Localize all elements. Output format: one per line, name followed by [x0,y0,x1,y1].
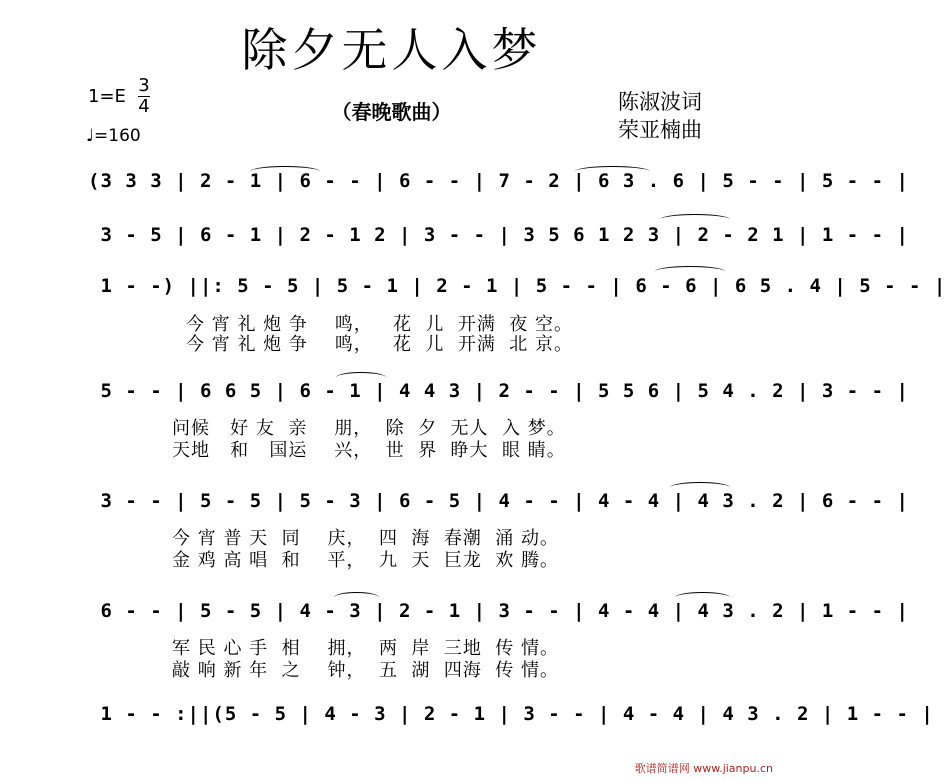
notation-line: 1 - - :||(5 - 5 | 4 - 3 | 2 - 1 | 3 - - | 4 - 4 | 4 3 . 2 | 1 - - | [88,703,934,725]
slur-mark [670,482,730,493]
slur-mark [660,214,730,225]
lyricist-credit: 陈淑波词 [618,90,702,114]
slur-mark [336,372,386,383]
song-subtitle: （春晚歌曲） [331,100,452,124]
slur-mark [575,166,650,177]
notation-line: 5 - - | 6 6 5 | 6 - 1 | 4 4 3 | 2 - - | 5 5 6 | 5 4 . 2 | 3 - - | [88,380,909,402]
notation-line: 1 - -) ||: 5 - 5 | 5 - 1 | 2 - 1 | 5 - - | 6 - 6 | 6 5 . 4 | 5 - - | [88,275,946,297]
lyric-line: 天地 和 国运 兴， 世 界 睁大 眼 睛。 [172,440,566,461]
lyric-line: 今 宵 礼 炮 争 鸣， 花 儿 开满 北 京。 [186,334,573,355]
lyric-line: 今 宵 礼 炮 争 鸣， 花 儿 开满 夜 空。 [186,314,573,335]
time-signature [138,76,150,117]
composer-credit: 荣亚楠曲 [618,118,702,142]
notation-line: 6 - - | 5 - 5 | 4 - 3 | 2 - 1 | 3 - - | 4 - 4 | 4 3 . 2 | 1 - - | [88,600,909,622]
score-row-2 [88,224,909,264]
time-signature-top: 3 [138,75,150,96]
notation-line: 3 - - | 5 - 5 | 5 - 3 | 6 - 5 | 4 - - | 4 - 4 | 4 3 . 2 | 6 - - | [88,490,909,512]
slur-mark [250,166,320,177]
lyric-line: 今 宵 普 天 同 庆， 四 海 春潮 涌 动。 [172,528,559,549]
score-row-7 [88,703,934,743]
lyric-line: 军 民 心 手 相 拥， 两 岸 三地 传 情。 [172,638,559,659]
slur-mark [655,266,725,277]
tempo-marking: ♩=160 [86,126,141,146]
lyric-line: 金 鸡 高 唱 和 平， 九 天 巨龙 欢 腾。 [172,550,559,571]
notation-line: (3 3 3 | 2 - 1 | 6 - - | 6 - - | 7 - 2 | 6 3 . 6 | 5 - - | 5 - - | [88,170,909,192]
site-watermark: 歌谱简谱网 www.jianpu.cn [634,762,773,775]
time-signature-bottom: 4 [138,96,150,117]
score-row-3 [88,275,946,315]
lyric-line: 敲 响 新 年 之 钟， 五 湖 四海 传 情。 [172,660,559,681]
slur-mark [675,592,730,603]
key-signature: 1=E [88,86,126,107]
slur-mark [334,592,379,603]
song-title: 除夕无人入梦 [241,23,542,77]
notation-line: 3 - 5 | 6 - 1 | 2 - 1 2 | 3 - - | 3 5 6 1 2 3 | 2 - 2 1 | 1 - - | [88,224,909,246]
lyric-line: 问候 好 友 亲 朋， 除 夕 无人 入 梦。 [172,418,566,439]
